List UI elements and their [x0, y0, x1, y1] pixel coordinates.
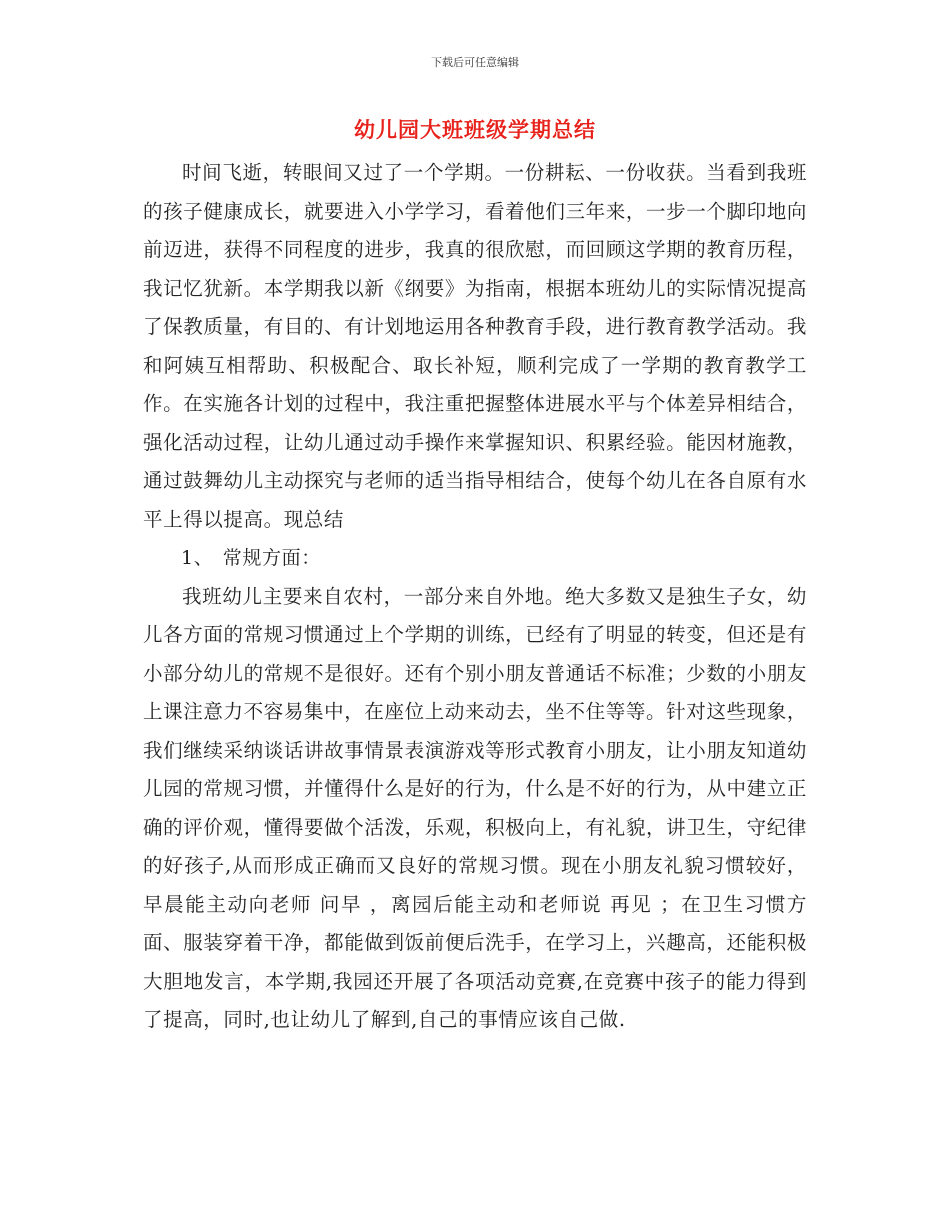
document-title: 幼儿园大班班级学期总结 — [354, 117, 596, 142]
intro-paragraph: 时间飞逝，转眼间又过了一个学期。一份耕耘、一份收获。当看到我班的孩子健康成长，就要进入小学学习，看着他们三年来，一步一个脚印地向前迈进，获得不同程度的进步，我真的很欣慰，而回顾这学期的教育历程，我记忆犹新。本学期我以新《纲要》为指南，根据本班幼儿的实际情况提高了保教质量，有目的、有计划地运用各种教育手段，进行教育教学活动。我和阿姨互相帮助、积极配合、取长补短，顺利完成了一学期的教育教学工作。在实施各计划的过程中，我注重把握整体进展水平与个体差异相结合，强化活动过程，让幼儿通过动手操作来掌握知识、积累经验。能因材施教，通过鼓舞幼儿主动探究与老师的适当指导相结合，使每个幼儿在各自原有水平上得以提高。现总结 — [143, 161, 807, 531]
section-1-heading — [143, 539, 807, 578]
section-1-number: 1、 — [181, 547, 214, 569]
header-note: 下载后可任意编辑 — [431, 56, 519, 69]
section-1-paragraph: 我班幼儿主要来自农村，一部分来自外地。绝大多数又是独生子女，幼儿各方面的常规习惯通过上个学期的训练，已经有了明显的转变，但还是有小部分幼儿的常规不是很好。还有个别小朋友普通话不标准；少数的小朋友上课注意力不容易集中，在座位上动来动去，坐不住等等。针对这些现象，我们继续采纳谈话讲故事情景表演游戏等形式教育小朋友，让小朋友知道幼儿园的常规习惯，并懂得什么是好的行为，什么是不好的行为，从中建立正确的评价观，懂得要做个活泼，乐观，积极向上，有礼貌，讲卫生，守纪律的好孩子,从而形成正确而又良好的常规习惯。现在小朋友礼貌习惯较好，早晨能主动向老师 问早 ，离园后能主动和老师说 再见 ；在卫生习惯方面、服装穿着干净，都能做到饭前便后洗手，在学习上，兴趣高，还能积极大胆地发言，本学期,我园还开展了各项活动竞赛,在竞赛中孩子的能力得到了提高，同时,也让幼儿了解到,自己的事情应该自己做. — [143, 584, 807, 1031]
section-1-title: 常规方面： — [222, 547, 321, 569]
document-body — [143, 154, 807, 1040]
